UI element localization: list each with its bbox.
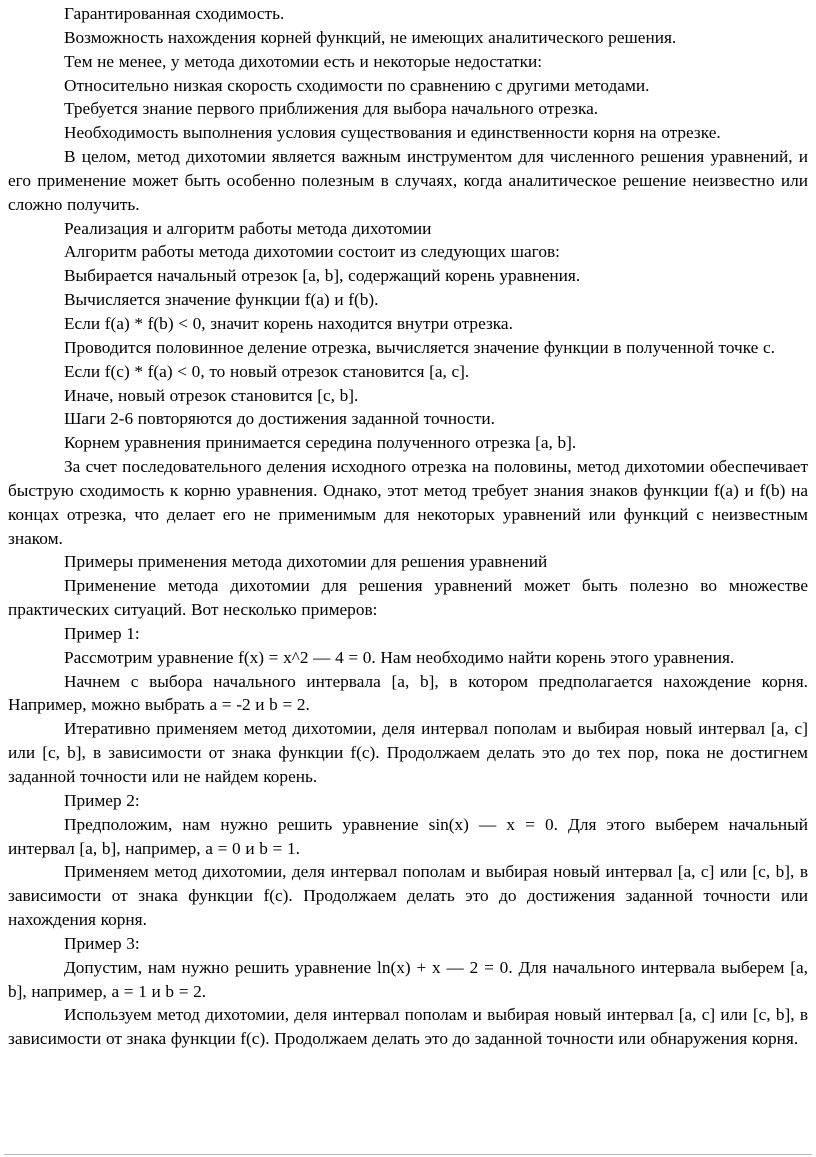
paragraph: Иначе, новый отрезок становится [c, b]. (64, 385, 359, 405)
paragraph: Возможность нахождения корней функций, не имеющих аналитического решения. (64, 27, 677, 47)
paragraph: Рассмотрим уравнение f(x) = x^2 — 4 = 0. Нам необходимо найти корень этого уравнения. (64, 647, 735, 667)
paragraph: Начнем с выбора начального интервала [a, b], в котором предполагается нахождение корня. Например, можно выбрать a = -2 и b = 2. (8, 671, 808, 715)
paragraph: Используем метод дихотомии, деля интервал пополам и выбирая новый интервал [a, c] или [c, b], в зависимости от знака функции f(c). Продолжаем делать это до заданной точности или обнаружения корня. (8, 1005, 808, 1049)
paragraph: Алгоритм работы метода дихотомии состоит из следующих шагов: (64, 242, 560, 262)
paragraph: Если f(a) * f(b) < 0, значит корень находится внутри отрезка. (64, 313, 513, 333)
paragraph: Предположим, нам нужно решить уравнение sin(x) — x = 0. Для этого выберем начальный интервал [a, b], например, a = 0 и b = 1. (8, 814, 808, 858)
paragraph: Шаги 2-6 повторяются до достижения заданной точности. (64, 409, 495, 429)
paragraph: Применяем метод дихотомии, деля интервал пополам и выбирая новый интервал [a, c] или [c, b], в зависимости от знака функции f(c). Продолжаем делать это до достижения заданной точности или нахождения корня. (8, 862, 808, 930)
paragraph: В целом, метод дихотомии является важным инструментом для численного решения уравнений, и его применение может быть особенно полезным в случаях, когда аналитическое решение неизвестно или сложно получить. (8, 147, 808, 214)
paragraph: Применение метода дихотомии для решения уравнений может быть полезно во множестве практических ситуаций. Вот несколько примеров: (8, 576, 808, 620)
paragraph: Необходимость выполнения условия существования и единственности корня на отрезке. (64, 123, 721, 143)
paragraph: Пример 3: (64, 933, 140, 953)
paragraph: Относительно низкая скорость сходимости по сравнению с другими методами. (64, 75, 650, 95)
paragraph: Вычисляется значение функции f(a) и f(b). (64, 290, 379, 310)
paragraph: За счет последовательного деления исходного отрезка на половины, метод дихотомии обеспечивает быструю сходимость к корню уравнения. Однако, этот метод требует знания знаков функции f(a) и f(b) на концах отрезка, что делает его не применимым для некоторых уравнений или функций с неизвестным знаком. (8, 457, 808, 548)
paragraph: Гарантированная сходимость. (64, 4, 285, 23)
paragraph: Пример 1: (64, 623, 140, 643)
paragraph: Выбирается начальный отрезок [a, b], содержащий корень уравнения. (64, 266, 581, 286)
paragraph: Тем не менее, у метода дихотомии есть и некоторые недостатки: (64, 51, 543, 71)
paragraph: Пример 2: (64, 790, 140, 810)
paragraph: Требуется знание первого приближения для выбора начального отрезка. (64, 99, 599, 119)
paragraph: Реализация и алгоритм работы метода дихотомии (64, 218, 432, 238)
document-body (8, 2, 808, 1051)
page-bottom-rule (4, 1154, 812, 1155)
paragraph: Примеры применения метода дихотомии для решения уравнений (64, 552, 548, 572)
paragraph: Если f(c) * f(a) < 0, то новый отрезок становится [a, c]. (64, 361, 470, 381)
paragraph: Корнем уравнения принимается середина полученного отрезка [a, b]. (64, 433, 577, 453)
paragraph: Итеративно применяем метод дихотомии, деля интервал пополам и выбирая новый интервал [a, c] или [c, b], в зависимости от знака функции f(c). Продолжаем делать это до тех пор, пока не достигнем заданной точности или не найдем корень. (8, 719, 808, 786)
paragraph: Допустим, нам нужно решить уравнение ln(x) + x — 2 = 0. Для начального интервала выберем [a, b], например, a = 1 и b = 2. (8, 957, 808, 1001)
paragraph: Проводится половинное деление отрезка, вычисляется значение функции в полученной точке c. (64, 337, 776, 357)
